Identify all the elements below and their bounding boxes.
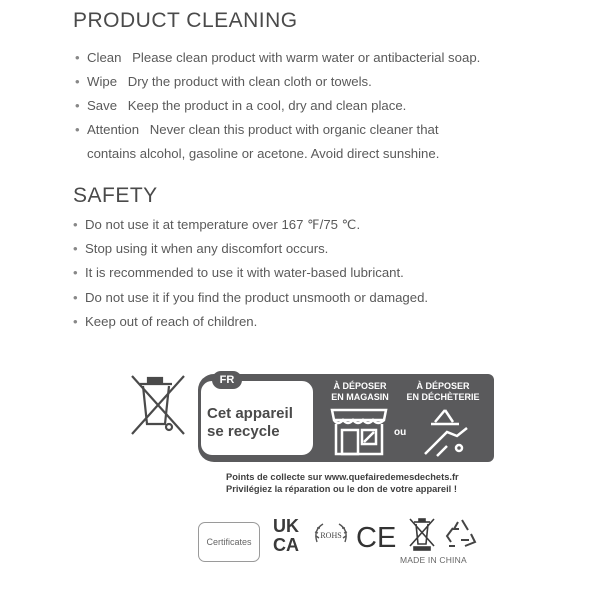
cleaning-list <box>73 46 573 166</box>
list-item <box>73 237 573 261</box>
shop-icon <box>328 406 390 458</box>
bullet-icon: • <box>75 98 80 113</box>
repair-donation-text: Privilégiez la réparation ou le don de votre appareil ! <box>226 484 457 494</box>
ukca-mark <box>272 515 308 553</box>
safety-text: Stop using it when any discomfort occurs. <box>85 241 329 257</box>
dump-dropoff-label <box>402 381 484 403</box>
triman-recycle-text <box>207 405 317 441</box>
or-text: ou <box>394 427 407 438</box>
cleaning-key: Clean <box>87 50 122 65</box>
bullet-icon: • <box>75 50 80 65</box>
list-item <box>73 286 573 310</box>
cleaning-text: Keep the product in a cool, dry and clean place. <box>127 98 407 113</box>
list-item <box>73 261 573 285</box>
ce-mark <box>356 521 396 551</box>
store-line-2: EN MAGASIN <box>331 392 389 402</box>
bullet-icon: • <box>75 74 80 89</box>
safety-title: SAFETY <box>73 184 158 207</box>
list-item <box>73 46 573 70</box>
cleaning-text: Never clean this product with organic cleaner that <box>149 122 439 137</box>
dumping-hand-icon <box>417 406 475 458</box>
ukca-bottom: CA <box>273 535 299 553</box>
dump-line-2: EN DÉCHÈTERIE <box>406 392 480 402</box>
ce-text: CE <box>356 522 396 551</box>
list-item <box>73 310 573 334</box>
country-tag: FR <box>212 371 242 389</box>
ukca-top: UK <box>273 516 299 536</box>
weee-bin-icon <box>407 516 437 552</box>
cleaning-text: Please clean product with warm water or antibacterial soap. <box>132 50 481 65</box>
made-in-china-text: MADE IN CHINA <box>400 555 467 565</box>
dump-line-1: À DÉPOSER <box>416 381 470 391</box>
bullet-icon: • <box>75 122 80 137</box>
product-cleaning-title: PRODUCT CLEANING <box>73 9 298 32</box>
bullet-icon: • <box>73 241 78 257</box>
cleaning-text: Dry the product with clean cloth or towels. <box>127 74 372 89</box>
list-item <box>73 70 573 94</box>
rohs-text: ROHS <box>320 531 342 540</box>
store-dropoff-label <box>319 381 401 403</box>
bullet-icon: • <box>73 265 78 281</box>
recycle-icon <box>443 516 481 552</box>
safety-list <box>73 213 573 334</box>
safety-text: Do not use it if you find the product unsmooth or damaged. <box>85 289 429 305</box>
cleaning-key: Attention <box>87 122 140 137</box>
safety-text: It is recommended to use it with water-based lubricant. <box>85 265 404 281</box>
cleaning-key: Save <box>87 98 118 113</box>
triman-line-2: se recycle <box>207 423 280 440</box>
collection-points-text: Points de collecte sur www.quefairedemesdechets.fr <box>226 472 459 482</box>
rohs-mark <box>311 518 351 552</box>
bullet-icon: • <box>73 289 78 305</box>
certificates-badge: Certificates <box>198 522 260 562</box>
safety-text: Do not use it at temperature over 167 ℉/75 ℃. <box>85 217 361 232</box>
safety-text: Keep out of reach of children. <box>85 313 258 329</box>
list-item <box>73 118 573 142</box>
list-item <box>73 94 573 118</box>
list-item-continuation <box>73 142 573 166</box>
bullet-icon: • <box>73 217 78 232</box>
cleaning-text: contains alcohol, gasoline or acetone. Avoid direct sunshine. <box>87 146 440 161</box>
list-item <box>73 213 573 237</box>
store-line-1: À DÉPOSER <box>333 381 387 391</box>
bullet-icon: • <box>73 313 78 329</box>
crossed-bin-icon <box>126 372 194 440</box>
cleaning-key: Wipe <box>87 74 118 89</box>
triman-line-1: Cet appareil <box>207 405 293 422</box>
